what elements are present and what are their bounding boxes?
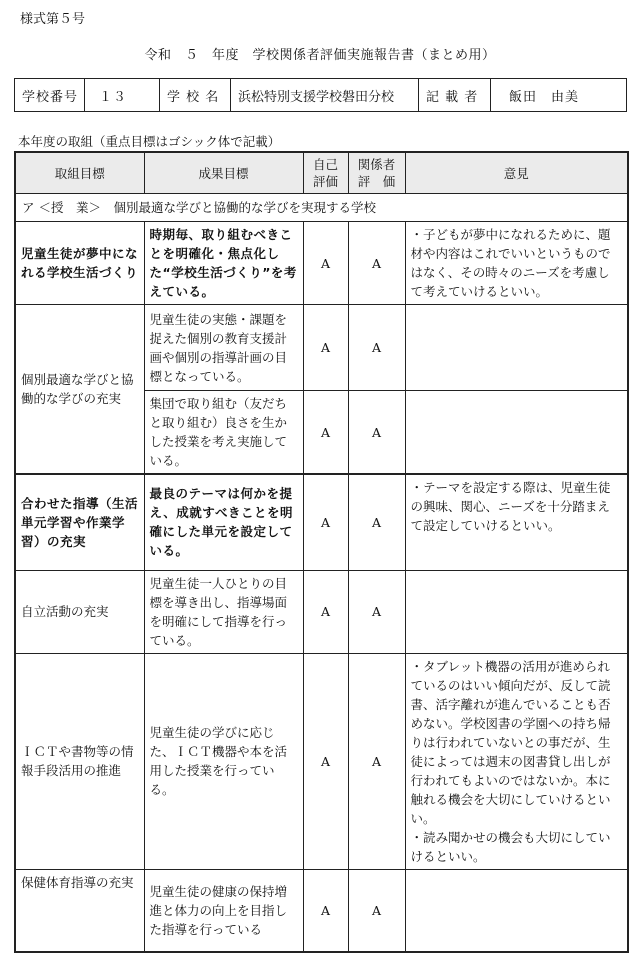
target-cell: 集団で取り組む（友だちと取り組む）良さを生かした授業を考え実施している。 [144,391,303,475]
form-number: 様式第５号 [20,12,86,27]
header-self-eval: 自己 評価 [303,152,348,194]
target-cell: 児童生徒の健康の保持増進と体力の向上を目指した指導を行っている [144,869,303,952]
header-target: 成果目標 [144,152,303,194]
goal-cell: 個別最適な学びと協働的な学びの充実 [15,305,144,475]
self-eval-cell: A [303,474,348,570]
school-no-label: 学校番号 [15,79,85,112]
target-cell: 児童生徒一人ひとりの目標を導き出し、指導場面を明確にして指導を行っている。 [144,570,303,653]
goal-cell: 自立活動の充実 [15,570,144,653]
opinion-cell [405,570,628,653]
goal-cell: 児童生徒が夢中になれる学校生活づくり [15,222,144,305]
opinion-cell: ・子どもが夢中になれるために、題材や内容はこれでいいというものではなく、その時々のニーズを考慮して考えていけるといい。 [405,222,628,305]
opinion-cell [405,391,628,475]
stakeholder-eval-cell: A [348,222,405,305]
self-eval-cell: A [303,869,348,952]
self-eval-cell: A [303,391,348,475]
self-eval-cell: A [303,305,348,391]
document-title: 令和 ５ 年度 学校関係者評価実施報告書（まとめ用） [144,48,496,63]
header-stakeholder-eval: 関係者 評 価 [348,152,405,194]
stakeholder-eval-cell: A [348,869,405,952]
recorder-label: 記 載 者 [419,79,491,112]
stakeholder-eval-cell: A [348,305,405,391]
self-eval-cell: A [303,653,348,869]
opinion-cell: ・テーマを設定する際は、児童生徒の興味、関心、ニーズを十分踏まえて設定していけるといい。 [405,474,628,570]
opinion-cell: ・タブレット機器の活用が進められているのはいい傾向だが、反して読書、活字離れが進んでいることも否めない。学校図書の学園への持ち帰りは行われていないとの事だが、生徒によっては週末の図書貸し出しが行われてもよいのではないか。本に触れる機会を大切にしていけるといい。 ・読み聞かせの機会も大切にしていけるといい。 [405,653,628,869]
target-cell: 児童生徒の実態・課題を捉えた個別の教育支援計画や個別の指導計画の目標となっている。 [144,305,303,391]
stakeholder-eval-cell: A [348,570,405,653]
school-name-label: 学 校 名 [160,79,231,112]
category-heading: ア ＜授 業＞ 個別最適な学びと協働的な学びを実現する学校 [15,194,628,222]
header-goal: 取組目標 [15,152,144,194]
header-opinion: 意見 [405,152,628,194]
opinion-cell [405,305,628,391]
goal-cell: 合わせた指導（生活単元学習や作業学習）の充実 [15,474,144,570]
target-cell: 児童生徒の学びに応じた、ＩＣＴ機器や本を活用した授業を行っている。 [144,653,303,869]
school-no-value: １３ [85,79,160,112]
target-cell: 時期毎、取り組むべきことを明確化・焦点化した“学校生活づくり”を考えている。 [144,222,303,305]
evaluation-table [14,151,629,953]
stakeholder-eval-cell: A [348,391,405,475]
goal-cell: 保健体育指導の充実 [15,869,144,952]
stakeholder-eval-cell: A [348,653,405,869]
section-caption: 本年度の取組（重点目標はゴシック体で記載） [18,134,281,149]
self-eval-cell: A [303,570,348,653]
self-eval-cell: A [303,222,348,305]
stakeholder-eval-cell: A [348,474,405,570]
school-name-value: 浜松特別支援学校磐田分校 [231,79,419,112]
recorder-value: 飯田 由美 [491,79,627,112]
opinion-cell [405,869,628,952]
school-info-table [14,78,627,112]
target-cell: 最良のテーマは何かを提え、成就すべきことを明確にした単元を設定している。 [144,474,303,570]
goal-cell: ＩＣＴや書物等の情報手段活用の推進 [15,653,144,869]
